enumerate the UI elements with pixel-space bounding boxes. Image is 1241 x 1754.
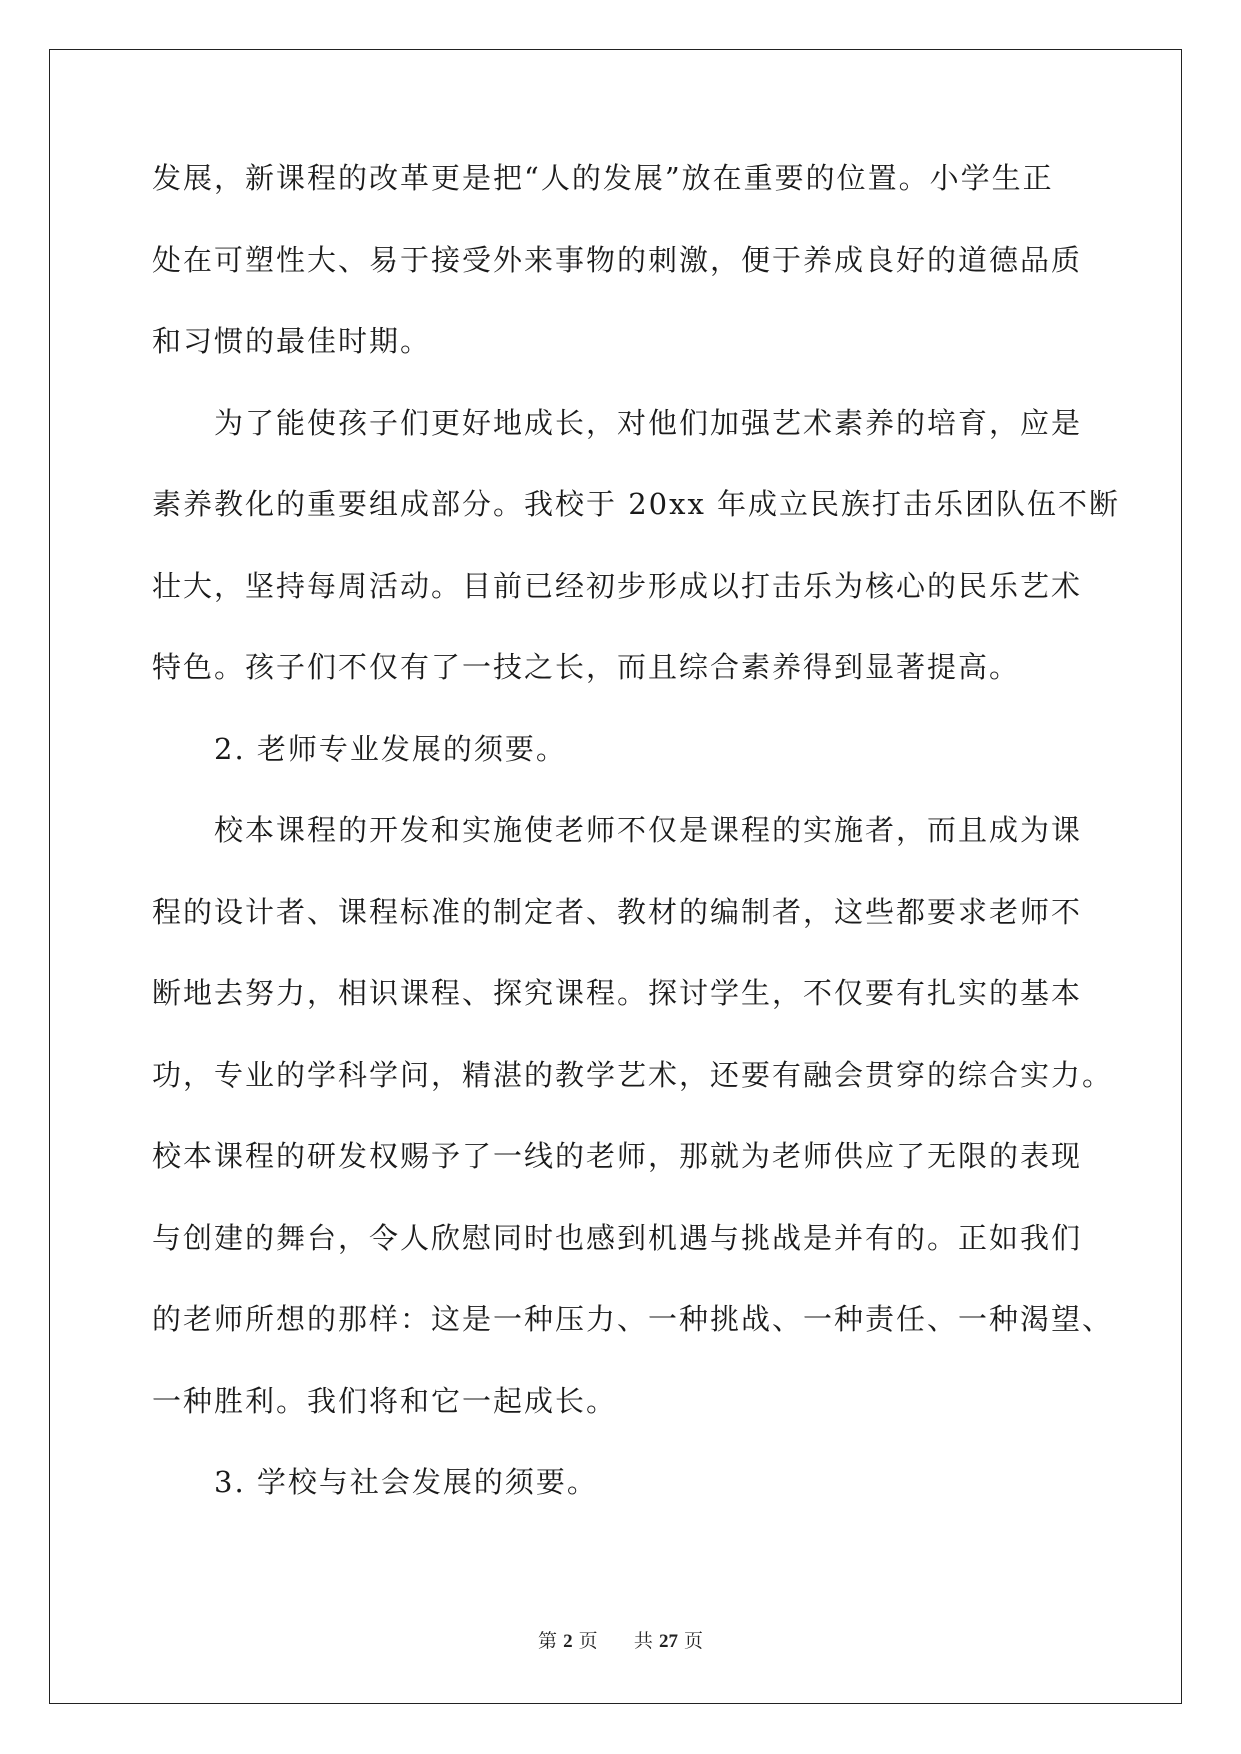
text-line: 断地去努力，相识课程、探究课程。探讨学生，不仅要有扎实的基本 <box>152 976 1083 1010</box>
text-line: 发展，新课程的改革更是把“人的发展”放在重要的位置。小学生正 <box>152 161 1054 195</box>
document-body <box>152 160 1121 1546</box>
text-line: 一种胜利。我们将和它一起成长。 <box>152 1383 618 1418</box>
text-line: 校本课程的研发权赐予了一线的老师，那就为老师供应了无限的表现 <box>152 1139 1083 1173</box>
text-line: 与创建的舞台，令人欣慰同时也感到机遇与挑战是并有的。正如我们 <box>152 1220 1083 1255</box>
text-line: 为了能使孩子们更好地成长，对他们加强艺术素养的培育，应是 <box>152 405 1083 440</box>
page-suffix: 页 <box>578 1630 598 1652</box>
page-footer <box>0 1629 1241 1654</box>
section-heading: 2. 老师专业发展的须要。 <box>152 731 567 766</box>
total-pages: 27 <box>658 1631 678 1652</box>
text-line: 特色。孩子们不仅有了一技之长，而且综合素养得到显著提高。 <box>152 650 1021 684</box>
text-line: 程的设计者、课程标准的制定者、教材的编制者，这些都要求老师不 <box>152 894 1083 929</box>
total-prefix: 共 <box>633 1630 653 1652</box>
page-prefix: 第 <box>538 1630 558 1652</box>
section-heading: 3. 学校与社会发展的须要。 <box>152 1465 598 1499</box>
text-line: 的老师所想的那样：这是一种压力、一种挑战、一种责任、一种渴望、 <box>152 1302 1114 1336</box>
text-line: 素养教化的重要组成部分。我校于 20xx 年成立民族打击乐团队伍不断 <box>152 487 1121 521</box>
total-suffix: 页 <box>683 1630 703 1652</box>
text-line: 功，专业的学科学问，精湛的教学艺术，还要有融会贯穿的综合实力。 <box>152 1057 1114 1092</box>
text-line: 处在可塑性大、易于接受外来事物的刺激，便于养成良好的道德品质 <box>152 242 1083 277</box>
text-line: 校本课程的开发和实施使老师不仅是课程的实施者，而且成为课 <box>152 813 1083 847</box>
page-number: 2 <box>563 1631 573 1652</box>
text-line: 和习惯的最佳时期。 <box>152 324 432 358</box>
text-line: 壮大，坚持每周活动。目前已经初步形成以打击乐为核心的民乐艺术 <box>152 568 1083 603</box>
